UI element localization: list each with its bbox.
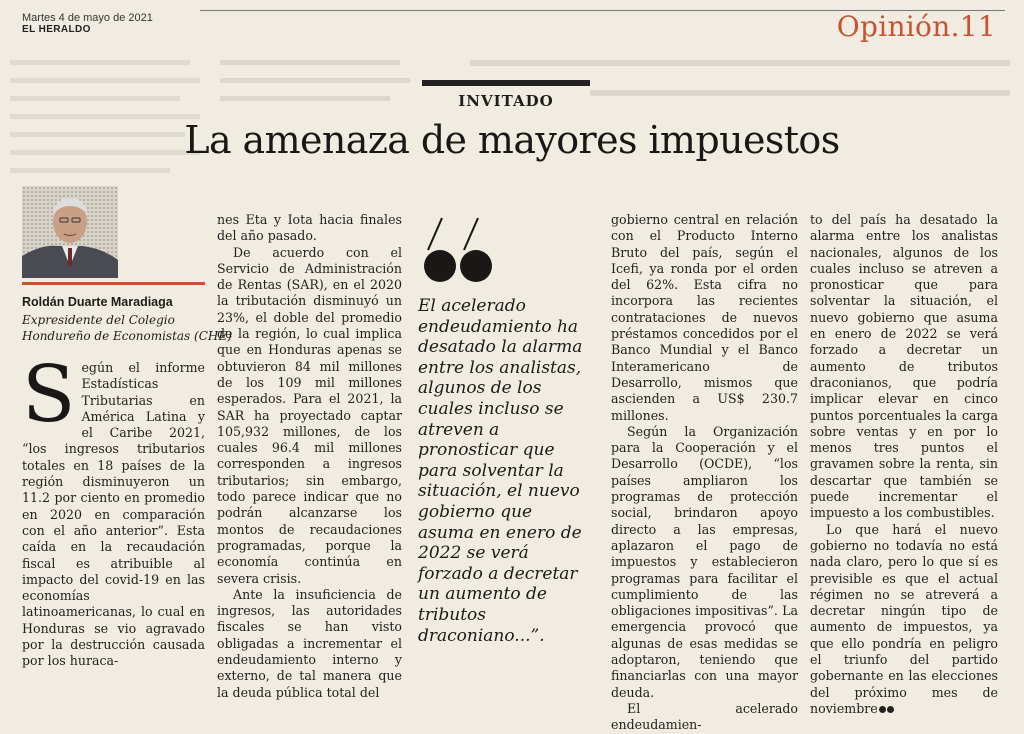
drop-cap: S [22, 350, 76, 440]
article-column-2 [217, 212, 402, 701]
column-2-paragraph-3: Ante la insuficiencia de ingresos, las autoridades fiscales se han visto obligadas a incrementar el endeudamiento interno y externo, de tal manera que la deuda pública total del [217, 586, 402, 700]
column-2-paragraph-1: nes Eta y Iota hacia finales del año pasado. [217, 212, 402, 244]
author-accent-rule [22, 282, 205, 285]
author-photo [22, 186, 118, 278]
article-column-1 [22, 350, 205, 670]
newspaper-brand: EL HERALDO [22, 24, 91, 35]
author-role-line-1: Expresidente del Colegio [22, 313, 175, 327]
pull-quote: El acelerado endeudamiento ha desatado la alarma entre los analistas, algunos de los cuales incluso se atreven a pronosticar que para solventar la situación, el nuevo gobierno que asuma en enero de 2022 se verá forzado a decretar un aumento de tributos draconiano...”. [418, 296, 583, 646]
section-name: Opinión [836, 10, 951, 43]
article-column-5 [810, 212, 998, 717]
column-5-paragraph-2 [810, 522, 998, 718]
headline: La amenaza de mayores impuestos [184, 118, 840, 162]
column-4-paragraph-2: Según la Organización para la Cooperación y el Desarrollo (OCDE), “los países ampliaron los programas de protección social, brindaron apoyo directo a las empresas, aplazaron el pago de impuestos y establecieron programas para facilitar el cumplimiento de las obligaciones impositivas”. La emergencia provocó que algunas de esas medidas se adoptaron, teniendo que financiarlas con una mayor deuda. [611, 423, 798, 700]
author-name: Roldán Duarte Maradiaga [22, 295, 173, 309]
ghost-text-block-2 [210, 50, 420, 120]
article-column-4 [611, 212, 798, 734]
quote-glyph [420, 210, 516, 290]
column-4-paragraph-3: El acelerado endeudamien- [611, 700, 798, 733]
kicker: INVITADO [458, 92, 554, 110]
end-mark-icon [879, 706, 886, 713]
issue-date: Martes 4 de mayo de 2021 [22, 12, 153, 24]
column-2-paragraph-2: De acuerdo con el Servicio de Administración de Rentas (SAR), en el 2020 la tributación disminuyó un 23%, el doble del promedio de la región, lo cual implica que en Honduras apenas se obtuvieron 84 mil millones de los 109 mil millones esperados. Para el 2021, la SAR ha proyectado captar 105,932 millones, de los cuales 96.4 mil millones corresponden a ingresos tributarios; sin embargo, todo parece indicar que no podrán alcanzarse los montos de recaudaciones programadas, porque la economía continúa en severa crisis. [217, 244, 402, 586]
page-number: .11 [950, 10, 996, 43]
quote-mark-icon [420, 210, 516, 290]
column-4-paragraph-1: gobierno central en relación con el Producto Interno Bruto del país, según el Icefi, ya ronda por el orden del 62%. Esta cifra no incorpora las recientes contrataciones de nuevos préstamos concedidos por el Banco Mundial y el Banco Interamericano de Desarrollo, mismos que ascienden a US$ 230.7 millones. [611, 212, 798, 423]
end-mark-icon-2 [887, 706, 894, 713]
author-role [22, 312, 232, 344]
section-title [837, 10, 996, 43]
kicker-bar [422, 80, 590, 86]
column-1-text: egún el informe Estadísticas Tributarias en América Latina y el Caribe 2021, “los ingresos tributarios totales en 18 países de la región disminuyeron un 11.2 por ciento en promedio en 2020 en comparación con el año anterior”. Esta caída en la recaudación fiscal es atribuible al impacto del covid-19 en las economías latinoamericanas, lo cual en Honduras se vio agravado por la destrucción causada por los huraca- [22, 360, 205, 669]
column-5-paragraph-1: to del país ha desatado la alarma entre los analistas nacionales, algunos de los cuales incluso se atreven a pronosticar que para solventar la situación, el nuevo gobierno que asuma en enero de 2022 se verá forzado a decretar un aumento de tributos draconianos, que podría implicar elevar en cinco puntos porcentuales la carga sobre ventas y en por lo menos tres puntos el gravamen sobre la renta, sin descartar que también se puede incrementar el impuesto a los combustibles. [810, 212, 998, 521]
show-through-text-center [210, 50, 420, 120]
author-role-line-2: Hondureño de Economistas (CHE) [22, 329, 232, 343]
author-portrait [22, 186, 118, 278]
column-5-paragraph-2-text: Lo que hará el nuevo gobierno no todavía no está nada claro, pero lo que sí es previsible es que el actual régimen no se atreverá a decretar ningún tipo de aumento de impuestos, ya que ello pondría en peligro el triunfo del partido gobernante en las elecciones del próximo mes de noviembre [810, 521, 998, 716]
